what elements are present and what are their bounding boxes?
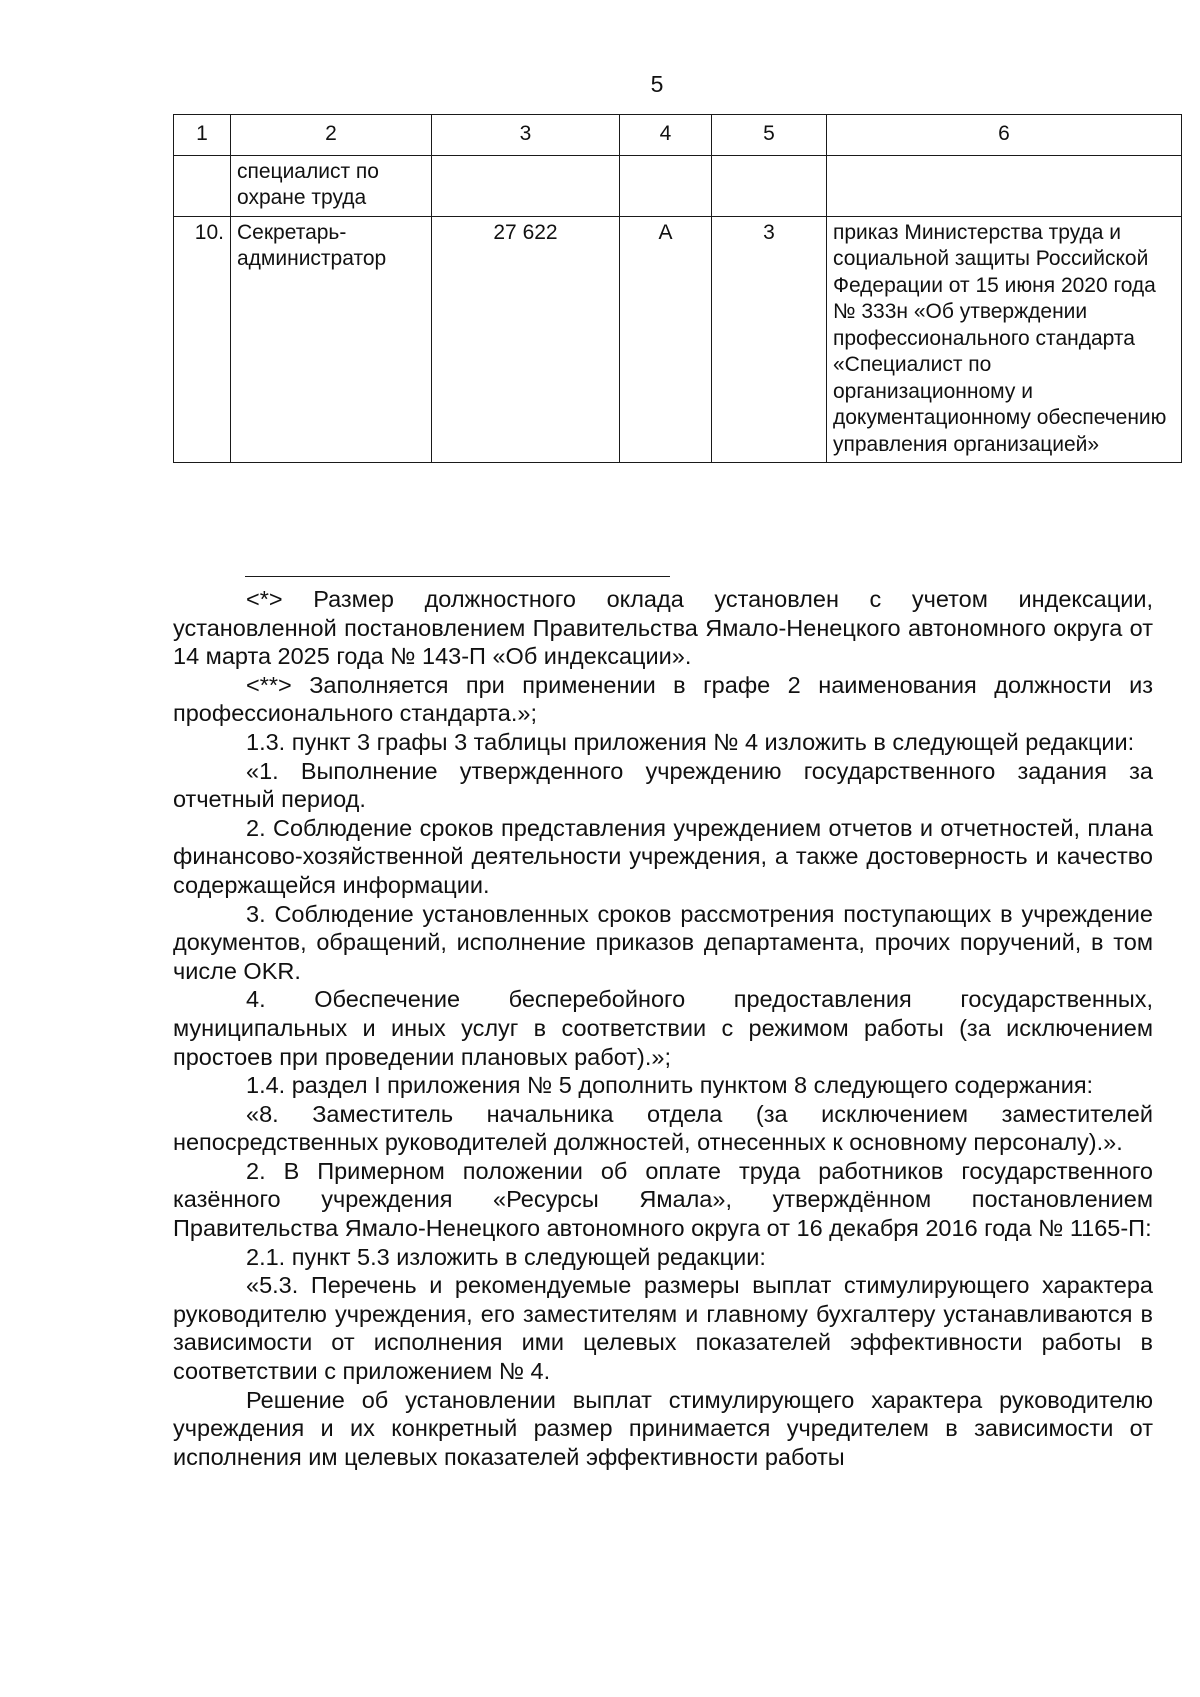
row-number-cell: 10. xyxy=(174,216,231,463)
salary-cell xyxy=(432,155,620,216)
body-paragraph: 2. Соблюдение сроков представления учреждением отчетов и отчетностей, плана финансово-хозяйственной деятельности учреждения, а также достоверность и качество содержащейся информации. xyxy=(173,814,1153,898)
body-paragraph: 4. Обеспечение бесперебойного предоставления государственных, муниципальных и иных услуг в соответствии с режимом работы (за исключением простоев при проведении плановых работ).»; xyxy=(173,986,1153,1070)
body-paragraph: «5.3. Перечень и рекомендуемые размеры выплат стимулирующего характера руководителю учреждения, его заместителям и главному бухгалтеру устанавливаются в зависимости от исполнения ими целевых показателей эффективности работы в соответствии с приложением № 4. xyxy=(173,1272,1153,1385)
table-header-row xyxy=(174,115,1182,156)
level-cell: 3 xyxy=(712,216,827,463)
table-row xyxy=(174,155,1182,216)
basis-cell: приказ Министерства труда и социальной защиты Российской Федерации от 15 июня 2020 года № 333н «Об утверждении профессионального стандарта «Специалист по организационному и документационному обеспечению управления организацией» xyxy=(827,216,1182,463)
table-header-cell: 1 xyxy=(174,115,231,156)
footnote-paragraph: <*> Размер должностного оклада установлен с учетом индексации, установленной постановлением Правительства Ямало-Ненецкого автономного округа от 14 марта 2025 года № 143-П «Об индексации». xyxy=(173,586,1153,670)
page-number: 5 xyxy=(650,71,664,97)
table-row xyxy=(174,216,1182,463)
positions-table xyxy=(173,114,1182,463)
body-paragraph: 1.3. пункт 3 графы 3 таблицы приложения № 4 изложить в следующей редакции: xyxy=(246,728,1135,755)
table-header-cell: 4 xyxy=(620,115,712,156)
footnote-separator xyxy=(245,576,670,577)
row-number-cell xyxy=(174,155,231,216)
body-paragraph: «8. Заместитель начальника отдела (за исключением заместителей непосредственных руководителей должностей, отнесенных к основному персоналу).». xyxy=(173,1100,1153,1156)
document-body xyxy=(173,585,1153,1471)
position-cell: Секретарь-администратор xyxy=(231,216,432,463)
body-paragraph: 3. Соблюдение установленных сроков рассмотрения поступающих в учреждение документов, обращений, исполнение приказов департамента, прочих поручений, в том числе OKR. xyxy=(173,900,1153,984)
body-paragraph: «1. Выполнение утвержденного учреждению государственного задания за отчетный период. xyxy=(173,757,1153,813)
group-cell: А xyxy=(620,216,712,463)
group-cell xyxy=(620,155,712,216)
table-header-cell: 6 xyxy=(827,115,1182,156)
salary-cell: 27 622 xyxy=(432,216,620,463)
body-paragraph: 2.1. пункт 5.3 изложить в следующей редакции: xyxy=(246,1243,766,1270)
level-cell xyxy=(712,155,827,216)
footnote-paragraph: <**> Заполняется при применении в графе 2 наименования должности из профессионального стандарта.»; xyxy=(173,671,1153,727)
table-header-cell: 3 xyxy=(432,115,620,156)
body-paragraph: 1.4. раздел I приложения № 5 дополнить пунктом 8 следующего содержания: xyxy=(246,1072,1094,1099)
body-paragraph: 2. В Примерном положении об оплате труда работников государственного казённого учреждения «Ресурсы Ямала», утверждённом постановлением Правительства Ямало-Ненецкого автономного округа от 16 декабря 2016 года № 1165-П: xyxy=(173,1157,1153,1242)
basis-cell xyxy=(827,155,1182,216)
body-paragraph: Решение об установлении выплат стимулирующего характера руководителю учреждения и их конкретный размер принимается учредителем в зависимости от исполнения им целевых показателей эффективности работы xyxy=(173,1386,1153,1470)
table-header-cell: 5 xyxy=(712,115,827,156)
position-cell: специалист по охране труда xyxy=(231,155,432,216)
table-header-cell: 2 xyxy=(231,115,432,156)
